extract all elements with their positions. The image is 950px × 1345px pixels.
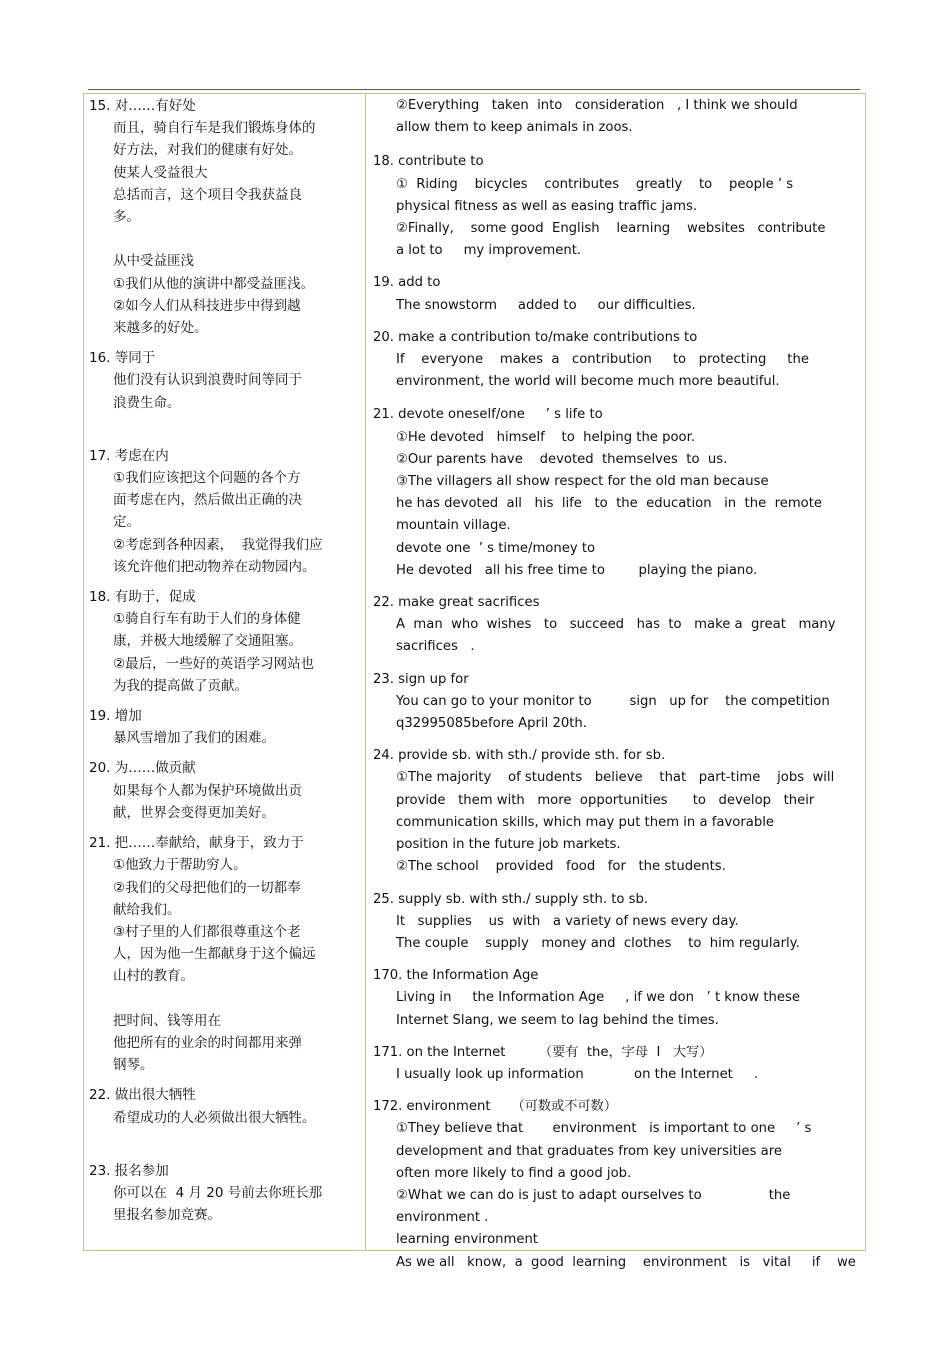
entry-line: allow them to keep animals in zoos. (396, 120, 633, 136)
entry-heading: 21. 把……奉献给，献身于，致力于 (89, 835, 304, 852)
entry-16 (89, 347, 361, 414)
entry-20 (89, 757, 361, 824)
entry-line: ②What we can do is just to adapt ourselves to the (396, 1187, 791, 1203)
entry-line: physical fitness as well as easing traffic jams. (396, 198, 698, 214)
entry-line: He devoted all his free time to playing the piano. (396, 562, 758, 578)
entry-heading: 21. devote oneself/one ’ s life to (373, 407, 603, 423)
entry-line: 好方法，对我们的健康有好处。 (113, 142, 302, 159)
entry-body (89, 467, 361, 578)
entry-line: ①The majority of students believe that part-time jobs will (396, 770, 835, 786)
entry-body (89, 780, 361, 824)
entry-18 (373, 151, 865, 262)
entry-line: he has devoted all his life to the education in the remote (396, 496, 823, 512)
entry-line: ②最后，一些好的英语学习网站也 (113, 655, 315, 672)
entry-body (89, 1182, 361, 1226)
entry-line: ②如今人们从科技进步中得到越 (113, 297, 301, 314)
entry-line (113, 988, 361, 1010)
entry-line: 从中受益匪浅 (113, 253, 194, 270)
entry-24 (373, 745, 865, 878)
entry-line: 钢琴。 (113, 1057, 154, 1074)
entry-17b (373, 95, 865, 139)
entry-line: q32995085before April 20th. (396, 716, 587, 732)
entry-body (373, 174, 865, 263)
entry-line: provide them with more opportunities to develop their (396, 792, 815, 808)
entry-line: mountain village. (396, 518, 511, 534)
entry-body (373, 987, 865, 1031)
column-divider (365, 93, 366, 1251)
entry-line: ① Riding bicycles contributes greatly to people ’ s (396, 176, 794, 192)
entry-line (113, 228, 361, 250)
entry-20 (373, 327, 865, 394)
entry-body (89, 117, 361, 339)
entry-line: ②考虑到各种因素， 我觉得我们应 (113, 536, 323, 553)
entry-body (373, 614, 865, 658)
entry-line: ①他致力于帮助穷人。 (113, 857, 247, 874)
entry-heading: 16. 等同于 (89, 350, 156, 367)
entry-line: Living in the Information Age , if we don ’ t know these (396, 990, 800, 1006)
entry-line: 你可以在 4 月 20 号前去你班长那 (113, 1184, 323, 1201)
entry-line: 而且，骑自行车是我们锻炼身体的 (113, 120, 316, 137)
entry-body (373, 767, 865, 878)
entry-line: The snowstorm added to our difficulties. (396, 297, 696, 313)
english-column (373, 95, 865, 1274)
entry-line: often more likely to find a good job. (396, 1165, 632, 1181)
entry-line: 来越多的好处。 (113, 320, 208, 337)
entry-line: ②Everything taken into consideration , I think we should (396, 98, 798, 113)
entry-line: 多。 (113, 209, 140, 226)
entry-heading: 19. 增加 (89, 708, 142, 725)
top-rule (88, 89, 860, 90)
entry-line: ②Our parents have devoted themselves to us. (396, 451, 728, 467)
entry-15 (89, 95, 361, 339)
entry-25 (373, 889, 865, 956)
entry-19 (89, 705, 361, 749)
entry-line: A man who wishes to succeed has to make a great many (396, 617, 836, 633)
entry-heading: 22. 做出很大牺牲 (89, 1087, 196, 1104)
entry-heading: 24. provide sb. with sth./ provide sth. for sb. (373, 748, 666, 764)
entry-body (89, 727, 361, 749)
entry-19 (373, 272, 865, 316)
entry-line: 献，世界会变得更加美好。 (113, 804, 275, 821)
entry-18 (89, 586, 361, 697)
entry-line: position in the future job markets. (396, 837, 621, 853)
entry-line: You can go to your monitor to sign up for the competition (396, 693, 830, 709)
entry-line: 他们没有认识到浪费时间等同于 (113, 372, 302, 389)
entry-line: ②Finally, some good English learning websites contribute (396, 221, 826, 237)
entry-line: I usually look up information on the Internet . (396, 1066, 759, 1082)
entry-line: environment, the world will become much more beautiful. (396, 374, 780, 390)
entry-line: learning environment (396, 1232, 538, 1248)
entry-line: a lot to my improvement. (396, 243, 582, 259)
entry-body (89, 854, 361, 1076)
entry-heading: 171. on the Internet （要有 the，字母 I 大写） (373, 1044, 713, 1060)
entry-heading: 20. make a contribution to/make contributions to (373, 329, 698, 345)
entry-body (373, 295, 865, 317)
entry-heading: 25. supply sb. with sth./ supply sth. to sb. (373, 891, 649, 907)
entry-line: If everyone makes a contribution to protecting the (396, 352, 809, 368)
entry-171 (373, 1042, 865, 1086)
entry-21 (373, 404, 865, 582)
entry-23 (89, 1160, 361, 1227)
entry-line: 该允许他们把动物养在动物园内。 (113, 558, 316, 575)
entry-22 (89, 1084, 361, 1128)
entry-line: communication skills, which may put them in a favorable (396, 814, 774, 830)
entry-body (373, 95, 865, 139)
entry-line: ②我们的父母把他们的一切都奉 (113, 879, 301, 896)
entry-line: ③The villagers all show respect for the old man because (396, 474, 769, 490)
entry-line: sacrifices . (396, 639, 475, 655)
entry-line: Internet Slang, we seem to lag behind the times. (396, 1012, 719, 1028)
entry-170 (373, 965, 865, 1032)
entry-line: 人，因为他一生都献身于这个偏远 (113, 946, 316, 963)
entry-line: 希望成功的人必须做出很大牺牲。 (113, 1109, 316, 1126)
entry-line: development and that graduates from key universities are (396, 1143, 782, 1159)
entry-heading: 18. 有助于，促成 (89, 589, 196, 606)
entry-heading: 19. add to (373, 275, 441, 291)
entry-body (89, 1107, 361, 1129)
entry-line: 把时间、钱等用在 (113, 1012, 221, 1029)
entry-172 (373, 1096, 865, 1274)
entry-line: 使某人受益很大 (113, 164, 208, 181)
entry-line: ①我们从他的演讲中都受益匪浅。 (113, 275, 315, 292)
entry-22 (373, 592, 865, 659)
entry-body (89, 608, 361, 697)
entry-heading: 15. 对……有好处 (89, 98, 196, 114)
entry-line: 总括而言，这个项目令我获益良 (113, 186, 302, 203)
entry-line: 定。 (113, 514, 140, 531)
entry-heading: 22. make great sacrifices (373, 595, 540, 611)
entry-line: The couple supply money and clothes to him regularly. (396, 935, 800, 951)
entry-line: 暴风雪增加了我们的困难。 (113, 730, 275, 747)
entry-line: 如果每个人都为保护环境做出贡 (113, 782, 302, 799)
entry-heading: 23. 报名参加 (89, 1162, 169, 1179)
entry-line: ①They believe that environment is important to one ’ s (396, 1121, 812, 1137)
entry-23 (373, 669, 865, 736)
entry-body (373, 1064, 865, 1086)
entry-line: environment . (396, 1210, 489, 1226)
entry-line: 里报名参加竞赛。 (113, 1207, 221, 1224)
entry-line: ③村子里的人们都很尊重这个老 (113, 923, 301, 940)
entry-line: 为我的提高做了贡献。 (113, 677, 248, 694)
entry-heading: 172. environment （可数或不可数） (373, 1099, 617, 1115)
entry-line: 面考虑在内，然后做出正确的决 (113, 492, 302, 509)
entry-body (373, 691, 865, 735)
entry-line: 献给我们。 (113, 901, 181, 918)
entry-body (373, 1118, 865, 1273)
entry-line: ①骑自行车有助于人们的身体健 (113, 611, 301, 628)
entry-line: 康，并极大地缓解了交通阻塞。 (113, 633, 302, 650)
entry-heading: 170. the Information Age (373, 968, 539, 984)
entry-heading: 18. contribute to (373, 154, 484, 170)
entry-21 (89, 832, 361, 1076)
entry-heading: 20. 为……做贡献 (89, 760, 196, 777)
entry-17 (89, 445, 361, 578)
entry-line: 浪费生命。 (113, 394, 181, 411)
entry-heading: 23. sign up for (373, 671, 469, 687)
entry-line: It supplies us with a variety of news every day. (396, 913, 739, 929)
entry-line: 他把所有的业余的时间都用来弹 (113, 1034, 302, 1051)
entry-body (373, 911, 865, 955)
entry-line: 山村的教育。 (113, 968, 194, 985)
chinese-column (89, 95, 361, 1226)
entry-line: As we all know, a good learning environment is vital if we (396, 1254, 856, 1270)
entry-body (373, 349, 865, 393)
entry-line: ①我们应该把这个问题的各个方 (113, 470, 301, 487)
entry-heading: 17. 考虑在内 (89, 447, 169, 464)
entry-line: devote one ’ s time/money to (396, 540, 596, 556)
entry-body (373, 427, 865, 582)
entry-body (89, 369, 361, 413)
entry-line: ②The school provided food for the students. (396, 859, 726, 875)
entry-line: ①He devoted himself to helping the poor. (396, 429, 696, 445)
